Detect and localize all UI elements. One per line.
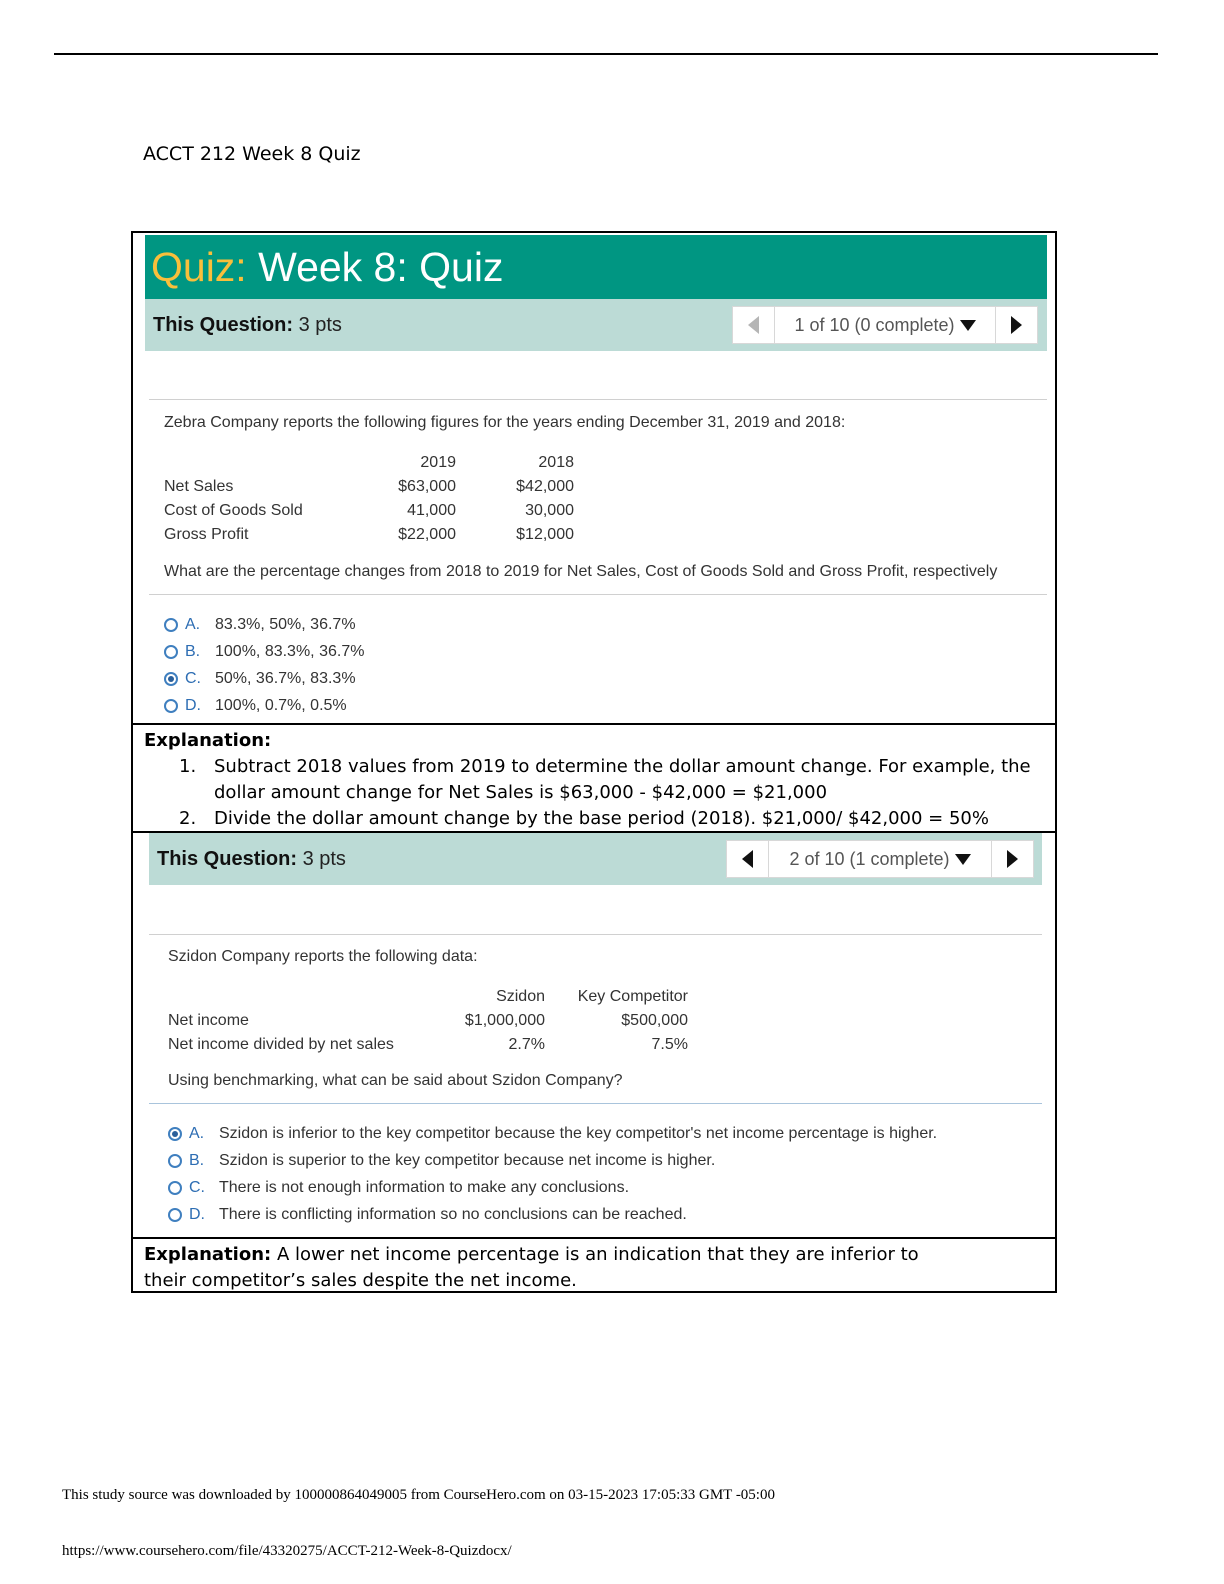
- table-cell: $12,000: [516, 526, 574, 543]
- option-text: Szidon is superior to the key competitor because net income is higher.: [219, 1151, 716, 1169]
- option-letter: A.: [185, 615, 201, 633]
- next-question-button[interactable]: [991, 841, 1033, 877]
- question-prompt: What are the percentage changes from 2018 to 2019 for Net Sales, Cost of Goods Sold and Gross Profit, respectively: [164, 563, 998, 580]
- radio-button[interactable]: [164, 618, 178, 632]
- table-row: [164, 475, 574, 499]
- explanation-1-frame: [131, 723, 1057, 833]
- option-letter: C.: [185, 669, 201, 687]
- table-cell: 30,000: [525, 502, 574, 519]
- table-cell: $500,000: [621, 1012, 688, 1029]
- question-status: 2 of 10 (1 complete): [789, 849, 950, 869]
- table-cell: $63,000: [398, 478, 456, 495]
- radio-button[interactable]: [164, 645, 178, 659]
- previous-question-button[interactable]: [727, 841, 769, 877]
- option-b[interactable]: [168, 1147, 937, 1174]
- question-points-bar: [145, 299, 1047, 351]
- table-row: [168, 1009, 688, 1033]
- table-row: [164, 499, 574, 523]
- table-header-cell: 2018: [538, 454, 574, 471]
- explanation-text: A lower net income percentage is an indication that they are inferior to their competitor’s sales despite the net income.: [144, 1244, 919, 1291]
- next-question-button[interactable]: [995, 307, 1037, 343]
- arrow-right-icon: [1011, 316, 1022, 334]
- question-1-frame: [131, 231, 1057, 725]
- explanation-steps: [144, 754, 1055, 832]
- caret-down-icon: [955, 854, 971, 865]
- step-text: Subtract 2018 values from 2019 to determine the dollar amount change. For example, the dollar amount change for Net Sales is $63,000 - $42,000 = $21,000: [214, 756, 1031, 803]
- arrow-left-icon: [748, 316, 759, 334]
- radio-button[interactable]: [164, 699, 178, 713]
- table-header-cell: [168, 985, 438, 1009]
- table-cell: $22,000: [398, 526, 456, 543]
- radio-button[interactable]: [168, 1208, 182, 1222]
- explanation-step: [179, 754, 1055, 806]
- question-status: 1 of 10 (0 complete): [794, 315, 955, 335]
- question-intro: Zebra Company reports the following figures for the years ending December 31, 2019 and 2018:: [164, 414, 846, 431]
- table-cell: Cost of Goods Sold: [164, 502, 303, 519]
- explanation-2-frame: [131, 1237, 1057, 1293]
- arrow-right-icon: [1007, 850, 1018, 868]
- points-value: 3 pts: [302, 848, 346, 870]
- table-cell: Gross Profit: [164, 526, 249, 543]
- question-2-frame: [131, 831, 1057, 1239]
- option-text: 100%, 83.3%, 36.7%: [215, 642, 365, 660]
- option-letter: D.: [185, 696, 201, 714]
- arrow-left-icon: [742, 850, 753, 868]
- radio-button-selected[interactable]: [164, 672, 178, 686]
- table-header-row: [168, 985, 688, 1009]
- option-a[interactable]: [164, 611, 364, 638]
- question-navigator: [732, 306, 1038, 344]
- previous-question-button[interactable]: [733, 307, 775, 343]
- question-navigator: [726, 840, 1034, 878]
- option-text: There is not enough information to make any conclusions.: [219, 1178, 630, 1196]
- table-cell: 7.5%: [651, 1036, 688, 1053]
- question-intro: Szidon Company reports the following data:: [168, 948, 478, 965]
- divider: [149, 1103, 1042, 1104]
- explanation-label: Explanation:: [144, 730, 272, 751]
- explanation-1: [144, 728, 1055, 832]
- divider: [149, 594, 1047, 595]
- data-table: [164, 451, 574, 547]
- table-header-cell: 2019: [420, 454, 456, 471]
- table-cell: 2.7%: [508, 1036, 545, 1053]
- step-number: 1.: [179, 756, 197, 777]
- document-title: ACCT 212 Week 8 Quiz: [143, 143, 361, 165]
- table-cell: Net income divided by net sales: [168, 1036, 394, 1053]
- radio-button-selected[interactable]: [168, 1127, 182, 1141]
- question-select-dropdown[interactable]: [769, 841, 991, 877]
- option-a[interactable]: [168, 1120, 937, 1147]
- option-letter: B.: [189, 1151, 205, 1169]
- source-url[interactable]: https://www.coursehero.com/file/43320275/ACCT-212-Week-8-Quizdocx/: [62, 1543, 512, 1559]
- explanation-step: [179, 806, 1055, 832]
- table-cell: Net Sales: [164, 478, 234, 495]
- option-letter: C.: [189, 1178, 205, 1196]
- option-d[interactable]: [168, 1201, 937, 1228]
- question-points-bar: [149, 833, 1042, 885]
- radio-button[interactable]: [168, 1181, 182, 1195]
- question-select-dropdown[interactable]: [775, 307, 995, 343]
- answer-options: [164, 611, 364, 719]
- quiz-word: Quiz:: [151, 244, 247, 290]
- explanation-2: [144, 1242, 964, 1294]
- table-cell: Net income: [168, 1012, 249, 1029]
- option-c[interactable]: [168, 1174, 937, 1201]
- radio-button[interactable]: [168, 1154, 182, 1168]
- table-header-cell: [164, 451, 371, 475]
- download-source-note: This study source was downloaded by 100000864049005 from CourseHero.com on 03-15-2023 17:05:33 GMT -05:00: [62, 1487, 775, 1503]
- table-cell: 41,000: [407, 502, 456, 519]
- table-cell: $42,000: [516, 478, 574, 495]
- caret-down-icon: [960, 320, 976, 331]
- step-number: 2.: [179, 808, 197, 829]
- table-row: [164, 523, 574, 547]
- top-rule: [54, 53, 1158, 55]
- table-header-cell: Key Competitor: [577, 988, 688, 1005]
- step-text: Divide the dollar amount change by the base period (2018). $21,000/ $42,000 = 50%: [214, 808, 989, 829]
- question-prompt: Using benchmarking, what can be said about Szidon Company?: [168, 1072, 623, 1089]
- explanation-label: Explanation:: [144, 1244, 272, 1265]
- option-d[interactable]: [164, 692, 364, 719]
- divider: [149, 399, 1047, 400]
- quiz-name: Week 8: Quiz: [258, 244, 504, 290]
- option-text: Szidon is inferior to the key competitor because the key competitor's net income percentage is higher.: [219, 1124, 938, 1142]
- data-table: [168, 985, 688, 1057]
- option-text: 83.3%, 50%, 36.7%: [215, 615, 356, 633]
- option-b[interactable]: [164, 638, 364, 665]
- divider: [149, 934, 1042, 935]
- option-letter: B.: [185, 642, 201, 660]
- points-label: This Question:: [157, 848, 297, 870]
- option-c[interactable]: [164, 665, 364, 692]
- table-header-cell: Szidon: [496, 988, 545, 1005]
- table-row: [168, 1033, 688, 1057]
- quiz-banner: [145, 235, 1047, 299]
- option-letter: A.: [189, 1124, 205, 1142]
- option-text: 50%, 36.7%, 83.3%: [215, 669, 356, 687]
- table-header-row: [164, 451, 574, 475]
- option-text: There is conflicting information so no conclusions can be reached.: [219, 1205, 687, 1223]
- points-label: This Question:: [153, 314, 293, 336]
- table-cell: $1,000,000: [464, 1012, 545, 1029]
- option-letter: D.: [189, 1205, 205, 1223]
- option-text: 100%, 0.7%, 0.5%: [215, 696, 347, 714]
- points-value: 3 pts: [298, 314, 342, 336]
- answer-options: [168, 1120, 937, 1228]
